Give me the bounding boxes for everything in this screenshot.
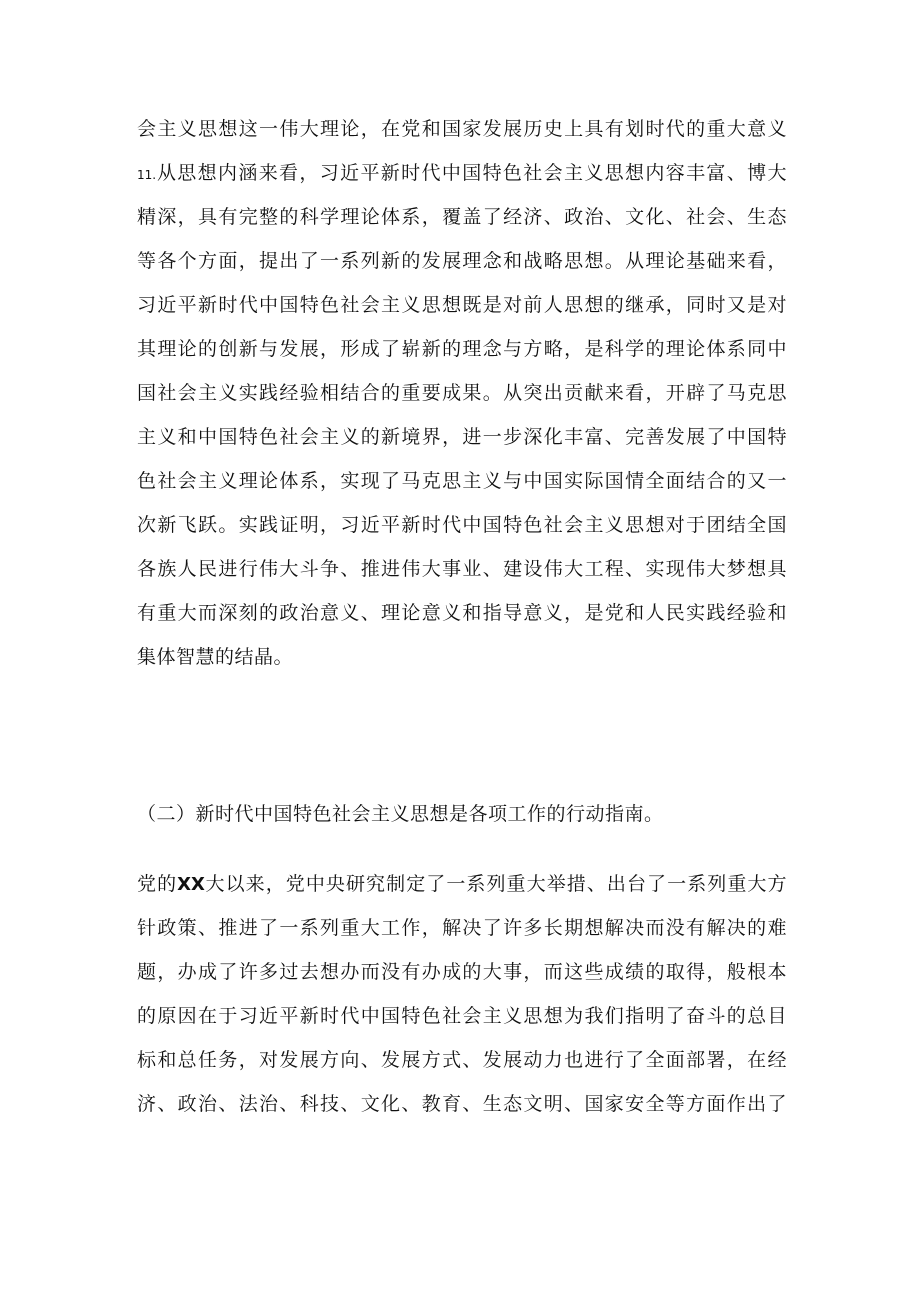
text-line: 标和总任务，对发展方向、发展方式、发展动力也进行了全面部署，在经 (137, 1049, 787, 1071)
heading-text: （二）新时代中国特色社会主义思想是各项工作的行动指南。 (137, 803, 664, 825)
text-prefix: 党的 (137, 873, 178, 895)
paragraph-2 (137, 862, 787, 1126)
footnote-ref: 11. (137, 168, 157, 182)
text-line (137, 862, 787, 906)
text-line: 题，办成了许多过去想办而没有办成的大事，而这些成绩的取得，般根本 (137, 961, 787, 983)
text-suffix: 大以来，党中央研究制定了一系列重大举措、出台了一系列重大方 (204, 873, 787, 895)
section-heading (137, 792, 787, 836)
text-line: 会主义思想这一伟大理论，在党和国家发展历史上具有划时代的重大意义 (137, 118, 787, 140)
text-line: 集体智慧的结晶。 (137, 646, 294, 668)
text-line: 济、政治、法治、科技、文化、教育、生态文明、国家安全等方面作出了 (137, 1093, 787, 1115)
text-line: 针政策、推进了一系列重大工作，解决了许多长期想解决而没有解决的难 (137, 917, 787, 939)
text-line: 主义和中国特色社会主义的新境界，进一步深化丰富、完善发展了中国特 (137, 426, 787, 448)
text-line: 习近平新时代中国特色社会主义思想既是对前人思想的继承，同时又是对 (137, 294, 787, 316)
paragraph-1 (137, 107, 787, 679)
text-line: 各族人民进行伟大斗争、推进伟大事业、建设伟大工程、实现伟大梦想具 (137, 558, 787, 580)
text-line: 的原因在于习近平新时代中国特色社会主义思想为我们指明了奋斗的总目 (137, 1005, 787, 1027)
text-line: 有重大而深刻的政治意义、理论意义和指导意义，是党和人民实践经验和 (137, 602, 787, 624)
text-line: 精深，具有完整的科学理论体系，覆盖了经济、政治、文化、社会、生态 (137, 206, 787, 228)
text-line: 其理论的创新与发展，形成了崭新的理念与方略，是科学的理论体系同中 (137, 338, 787, 360)
text-line: 次新飞跃。实践证明，习近平新时代中国特色社会主义思想对于团结全国 (137, 514, 787, 536)
placeholder-xx: XX (177, 874, 205, 895)
text-line: 色社会主义理论体系，实现了马克思主义与中国实际国情全面结合的又一 (137, 470, 787, 492)
text-line: 国社会主义实践经验相结合的重要成果。从突出贡献来看，开辟了马克思 (137, 382, 787, 404)
text-line: 等各个方面，提出了一系列新的发展理念和战略思想。从理论基础来看， (137, 250, 787, 272)
text-line-content: 从思想内涵来看，习近平新时代中国特色社会主义思想内容丰富、博大 (156, 162, 787, 184)
text-line (137, 151, 787, 195)
